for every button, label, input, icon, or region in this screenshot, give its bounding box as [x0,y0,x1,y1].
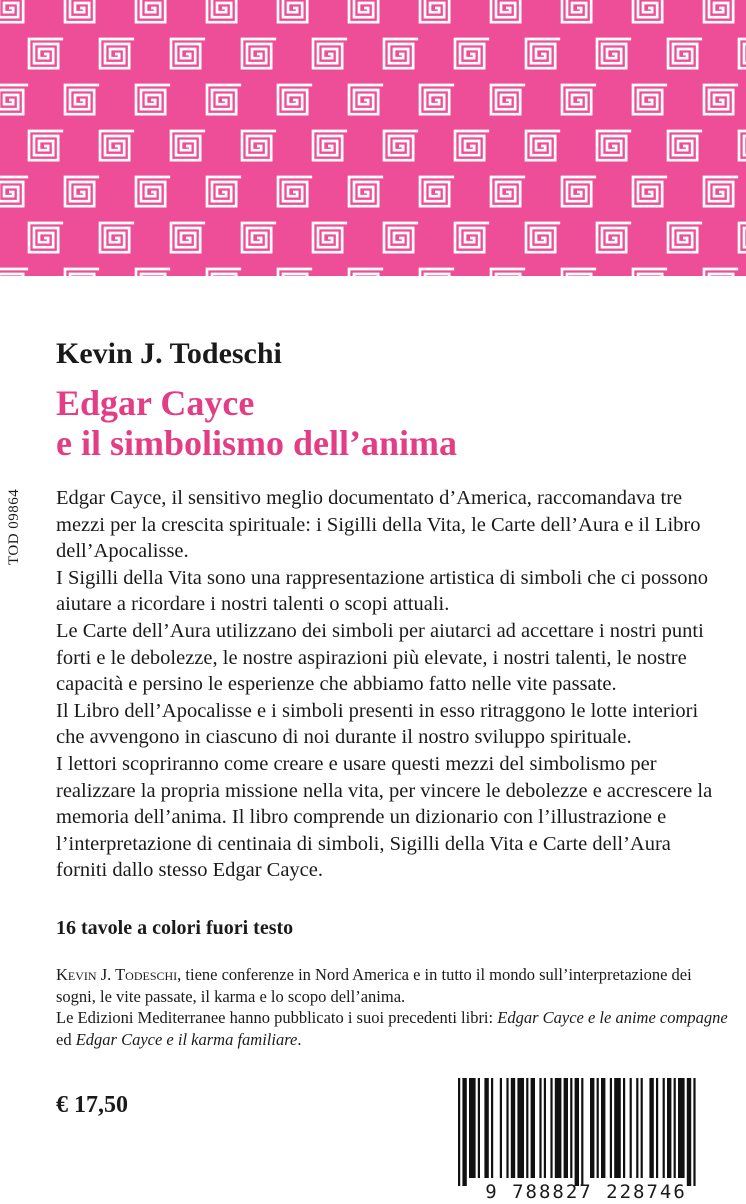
price: € 17,50 [56,1092,128,1118]
spiral-motif [668,39,702,68]
book-title [56,383,457,463]
spiral-motif [526,131,560,160]
spiral-motif [136,177,170,206]
author-bio-paragraph-1 [56,964,728,1007]
spiral-motif [207,177,241,206]
spiral-motif [207,85,241,114]
barcode-bar [678,1078,685,1178]
spiral-motif [100,131,134,160]
decorative-spiral-pattern-band [0,0,746,276]
spiral-motif [704,177,738,206]
barcode-bar [656,1078,658,1178]
isbn-barcode [448,1078,724,1188]
spiral-motif [384,131,418,160]
barcode-bar [630,1078,632,1178]
spiral-motif [597,39,631,68]
barcode-bar [458,1078,460,1186]
author-bio-paragraph-2 [56,1007,728,1050]
product-code: TOD 09864 [6,488,22,565]
barcode-bar [693,1078,695,1186]
barcode-bar [511,1078,515,1178]
barcode-bar [636,1078,638,1178]
spiral-motif [171,131,205,160]
barcode-bar [564,1078,568,1178]
spiral-motif [136,85,170,114]
spiral-motif [349,85,383,114]
barcode-bar [491,1078,493,1178]
barcode-bar [469,1078,476,1178]
spiral-motif [562,85,596,114]
spiral-motif [313,223,347,252]
barcode-bar [517,1078,524,1178]
barcode-bar [570,1078,572,1178]
spiral-motif [171,223,205,252]
barcode-bar [484,1078,488,1178]
spiral-motif [242,131,276,160]
spiral-motif [633,177,667,206]
bio-text: ed [56,1029,76,1049]
spiral-motif [278,177,312,206]
barcode-bar [687,1078,691,1186]
spiral-motif [455,131,489,160]
barcode-bar [478,1078,480,1178]
barcode-bar [667,1078,671,1178]
barcode-bar [623,1078,625,1178]
book-title-line-1: Edgar Cayce [56,383,255,423]
spiral-motif [491,177,525,206]
bio-author-name: Kevin J. Todeschi [56,965,178,984]
barcode-bar [649,1078,653,1178]
barcode-bar [663,1078,665,1178]
book-description [56,485,716,884]
spiral-motif [384,39,418,68]
previous-book-title: Edgar Cayce e le anime compagne [497,1008,728,1027]
barcode-bar [674,1078,676,1178]
spiral-motif [100,39,134,68]
barcode-bar [555,1078,562,1178]
spiral-motif [0,177,28,206]
spiral-motif [242,223,276,252]
barcode-bar [641,1078,643,1178]
spiral-motif [668,131,702,160]
description-paragraph: I lettori scopriranno come creare e usare questi mezzi del simbolismo per realizzare la propria missione nella vita, per vincere le debolezze e accrescere la memoria dell’anima. Il libro comprende un dizionario con l’illustrazione e l’interpretazione di centinaia di simboli, Sigilli della Vita e Carte dell’Aura forniti dallo stesso Edgar Cayce. [56,752,713,882]
barcode-bar [526,1078,528,1178]
spiral-motif [597,223,631,252]
description-paragraph: Il Libro dell’Apocalisse e i simboli presenti in esso ritraggono le lotte interiori che avvengono in ciascuno di noi durante il nostro sviluppo spirituale. [56,699,699,749]
author-name: Kevin J. Todeschi [56,337,282,370]
barcode-bar [575,1078,579,1186]
barcode-bar [601,1078,605,1178]
bio-text: , tiene conferenze in Nord America e in tutto il mondo sull’interpretazione dei sogni, le vite passate, il karma e lo scopo dell’anima. [56,965,692,1006]
barcode-bar [462,1078,466,1186]
spiral-motif [420,85,454,114]
barcode-bar [590,1078,594,1178]
spiral-motif [704,85,738,114]
barcode-bar [581,1078,583,1186]
spiral-motif [491,85,525,114]
isbn-number: 9 788827 228746 [485,1181,687,1203]
spiral-motif [29,223,63,252]
barcode-bar [539,1078,541,1178]
spiral-motif [65,177,99,206]
bio-text: Le Edizioni Mediterranee hanno pubblicato i suoi precedenti libri: [56,1008,498,1027]
barcode-bar [550,1078,552,1178]
barcode-bar [531,1078,535,1178]
spiral-motif [526,39,560,68]
spiral-motif [29,39,63,68]
description-paragraph: I Sigilli della Vita sono una rappresentazione artistica di simboli che ci possono aiutare a ricordare i nostri talenti o scopi attuali. [56,566,708,616]
spiral-motif [455,39,489,68]
spiral-motif [313,131,347,160]
spiral-motif [384,223,418,252]
spiral-motif [455,223,489,252]
spiral-motif [313,39,347,68]
barcode-bar [610,1078,612,1178]
bio-text: . [297,1029,302,1049]
spiral-motif [171,39,205,68]
spiral-motif [0,85,28,114]
book-title-line-2: e il simbolismo dell’anima [56,423,458,463]
spiral-motif [562,177,596,206]
barcode-bar [544,1078,546,1178]
spiral-motif [526,223,560,252]
spiral-motif [65,85,99,114]
spiral-motif [597,131,631,160]
spiral-motif [668,223,702,252]
barcode-bar [614,1078,621,1178]
author-bio [56,964,728,1050]
previous-book-title: Edgar Cayce e il karma familiare [75,1029,298,1049]
color-plates-note: 16 tavole a colori fuori testo [56,917,294,939]
barcode-bar [500,1078,502,1178]
spiral-motif [29,131,63,160]
spiral-motif [242,39,276,68]
spiral-motif [420,177,454,206]
spiral-motif [100,223,134,252]
spiral-motif [349,177,383,206]
spiral-motif [278,85,312,114]
barcode-bar [597,1078,599,1178]
description-paragraph: Edgar Cayce, il sensitivo meglio documentato d’America, raccomandava tre mezzi per la crescita spirituale: i Sigilli della Vita, le Carte dell’Aura e il Libro dell’Apocalisse. [56,487,701,563]
spiral-motif [633,85,667,114]
description-paragraph: Le Carte dell’Aura utilizzano dei simboli per aiutarci ad accettare i nostri punti forti e le debolezze, le nostre aspirazioni più elevate, i nostri talenti, le nostre capacità e persino le esperienze che abbiamo fatto nelle vite passate. [56,619,704,696]
barcode-bar [506,1078,508,1178]
